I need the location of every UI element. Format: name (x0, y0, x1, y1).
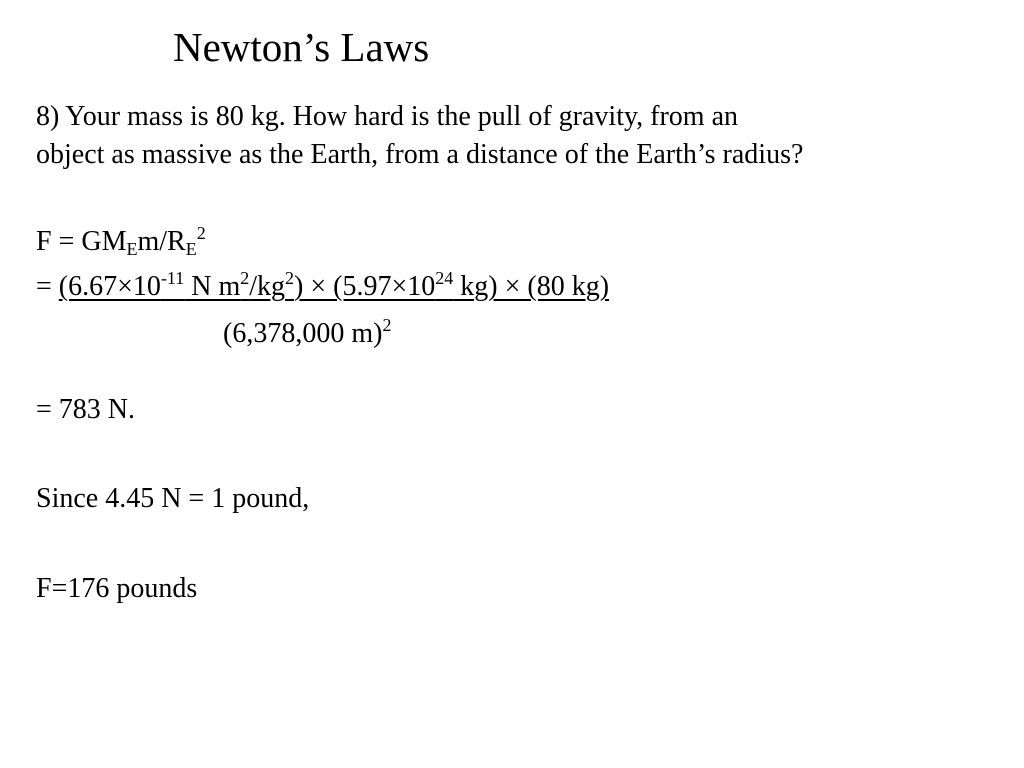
question-line-2: object as massive as the Earth, from a distance of the Earth’s radius? (36, 139, 804, 170)
substitution-denominator (223, 317, 391, 351)
gravity-formula (36, 225, 206, 259)
formula-lhs: F = GM (36, 226, 127, 257)
slide-title: Newton’s Laws (173, 24, 430, 70)
numerator-part-g: (6.67×10 (58, 271, 161, 302)
formula-sup-square: 2 (196, 223, 206, 243)
numerator-exp-kg: 2 (285, 268, 295, 288)
numerator-exp-g: -11 (160, 268, 185, 288)
conversion-line: Since 4.45 N = 1 pound, (36, 483, 310, 514)
formula-sub-earth-radius: E (185, 239, 197, 259)
substitution-numerator (36, 270, 609, 304)
denominator-base: (6,378,000 m) (223, 318, 383, 349)
numerator-prefix: = (36, 271, 59, 302)
formula-sub-earth-mass: E (126, 239, 138, 259)
numerator-exp-m: 2 (240, 268, 250, 288)
numerator-part-kg: /kg (249, 271, 286, 302)
numerator-expression (58, 268, 610, 302)
formula-mid: m/R (137, 226, 186, 257)
numerator-part-mass: kg) × (80 kg) (453, 271, 610, 302)
result-line: = 783 N. (36, 394, 136, 425)
denominator-exp: 2 (382, 315, 392, 335)
numerator-exp-earth-mass: 24 (435, 268, 454, 288)
numerator-part-nm: N m (184, 271, 241, 302)
question-line-1: 8) Your mass is 80 kg. How hard is the pull of gravity, from an (36, 101, 739, 132)
numerator-part-earth-mass: ) × (5.97×10 (294, 271, 436, 302)
answer-line: F=176 pounds (36, 573, 198, 604)
